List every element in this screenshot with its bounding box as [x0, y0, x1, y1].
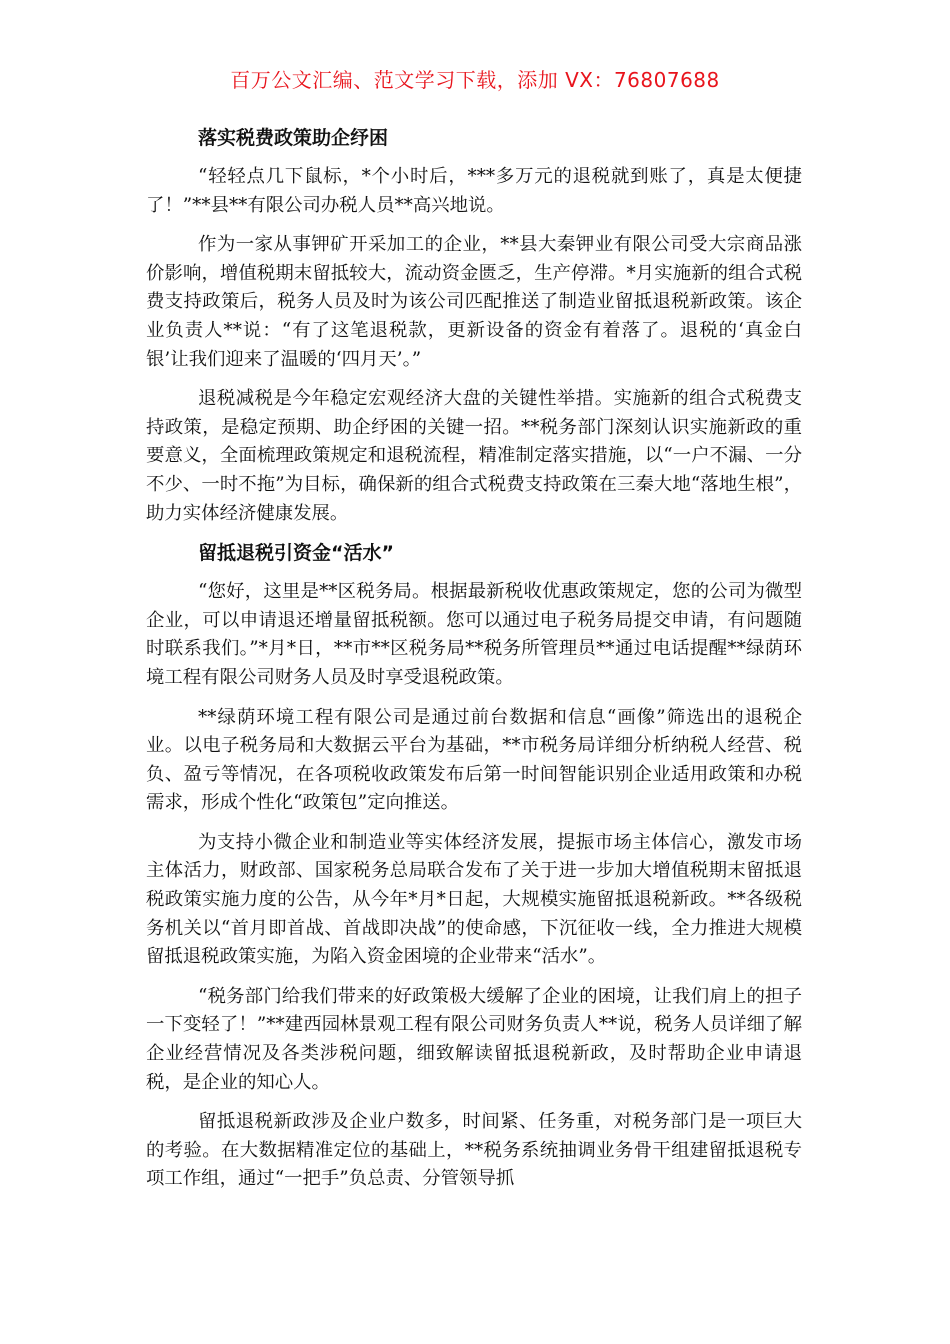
section-2	[146, 539, 802, 1194]
section-1	[146, 124, 802, 528]
paragraph: “您好，这里是**区税务局。根据最新税收优惠政策规定，您的公司为微型企业，可以申请退还增量留抵税额。您可以通过电子税务局提交申请，有问题随时联系我们。”*月*日，**市**区税务局**税务所管理员**通过电话提醒**绿荫环境工程有限公司财务人员及时享受退税政策。	[146, 581, 802, 688]
section-heading: 落实税费政策助企纾困	[198, 127, 389, 149]
watermark-header: 百万公文汇编、范文学习下载，添加 VX：76807688	[230, 68, 720, 92]
paragraph: “轻轻点几下鼠标，*个小时后，***多万元的退税就到账了，真是太便捷了！”**县**有限公司办税人员**高兴地说。	[146, 166, 802, 216]
paragraph: **绿荫环境工程有限公司是通过前台数据和信息“画像”筛选出的退税企业。以电子税务局和大数据云平台为基础，**市税务局详细分析纳税人经营、税负、盈亏等情况，在各项税收政策发布后第一时间智能识别企业适用政策和办税需求，形成个性化“政策包”定向推送。	[146, 706, 802, 814]
paragraph: 作为一家从事钾矿开采加工的企业，**县大秦钾业有限公司受大宗商品涨价影响，增值税期末留抵较大，流动资金匮乏，生产停滞。*月实施新的组合式税费支持政策后，税务人员及时为该公司匹配推送了制造业留抵退税新政策。该企业负责人**说：“有了这笔退税款，更新设备的资金有着落了。退税的‘真金白银’让我们迎来了温暖的‘四月天’。”	[146, 234, 802, 370]
paragraph: 退税减税是今年稳定宏观经济大盘的关键性举措。实施新的组合式税费支持政策，是稳定预期、助企纾困的关键一招。**税务部门深刻认识实施新政的重要意义，全面梳理政策规定和退税流程，精准制定落实措施，以“一户不漏、一分不少、一时不拖”为目标，确保新的组合式税费支持政策在三秦大地“落地生根”，助力实体经济健康发展。	[146, 388, 802, 524]
paragraph: “税务部门给我们带来的好政策极大缓解了企业的困境，让我们肩上的担子一下变轻了！”**建西园林景观工程有限公司财务负责人**说，税务人员详细了解企业经营情况及各类涉税问题，细致解读留抵退税新政，及时帮助企业申请退税，是企业的知心人。	[146, 985, 802, 1093]
document-body	[146, 124, 802, 1205]
section-heading: 留抵退税引资金“活水”	[198, 542, 394, 565]
paragraph: 为支持小微企业和制造业等实体经济发展，提振市场主体信心，激发市场主体活力，财政部、国家税务总局联合发布了关于进一步加大增值税期末留抵退税政策实施力度的公告，从今年*月*日起，大规模实施留抵退税新政。**各级税务机关以“首月即首战、首战即决战”的使命感，下沉征收一线，全力推进大规模留抵退税政策实施，为陷入资金困境的企业带来“活水”。	[146, 831, 802, 968]
paragraph: 留抵退税新政涉及企业户数多，时间紧、任务重，对税务部门是一项巨大的考验。在大数据精准定位的基础上，**税务系统抽调业务骨干组建留抵退税专项工作组，通过“一把手”负总责、分管领导抓	[146, 1111, 802, 1190]
